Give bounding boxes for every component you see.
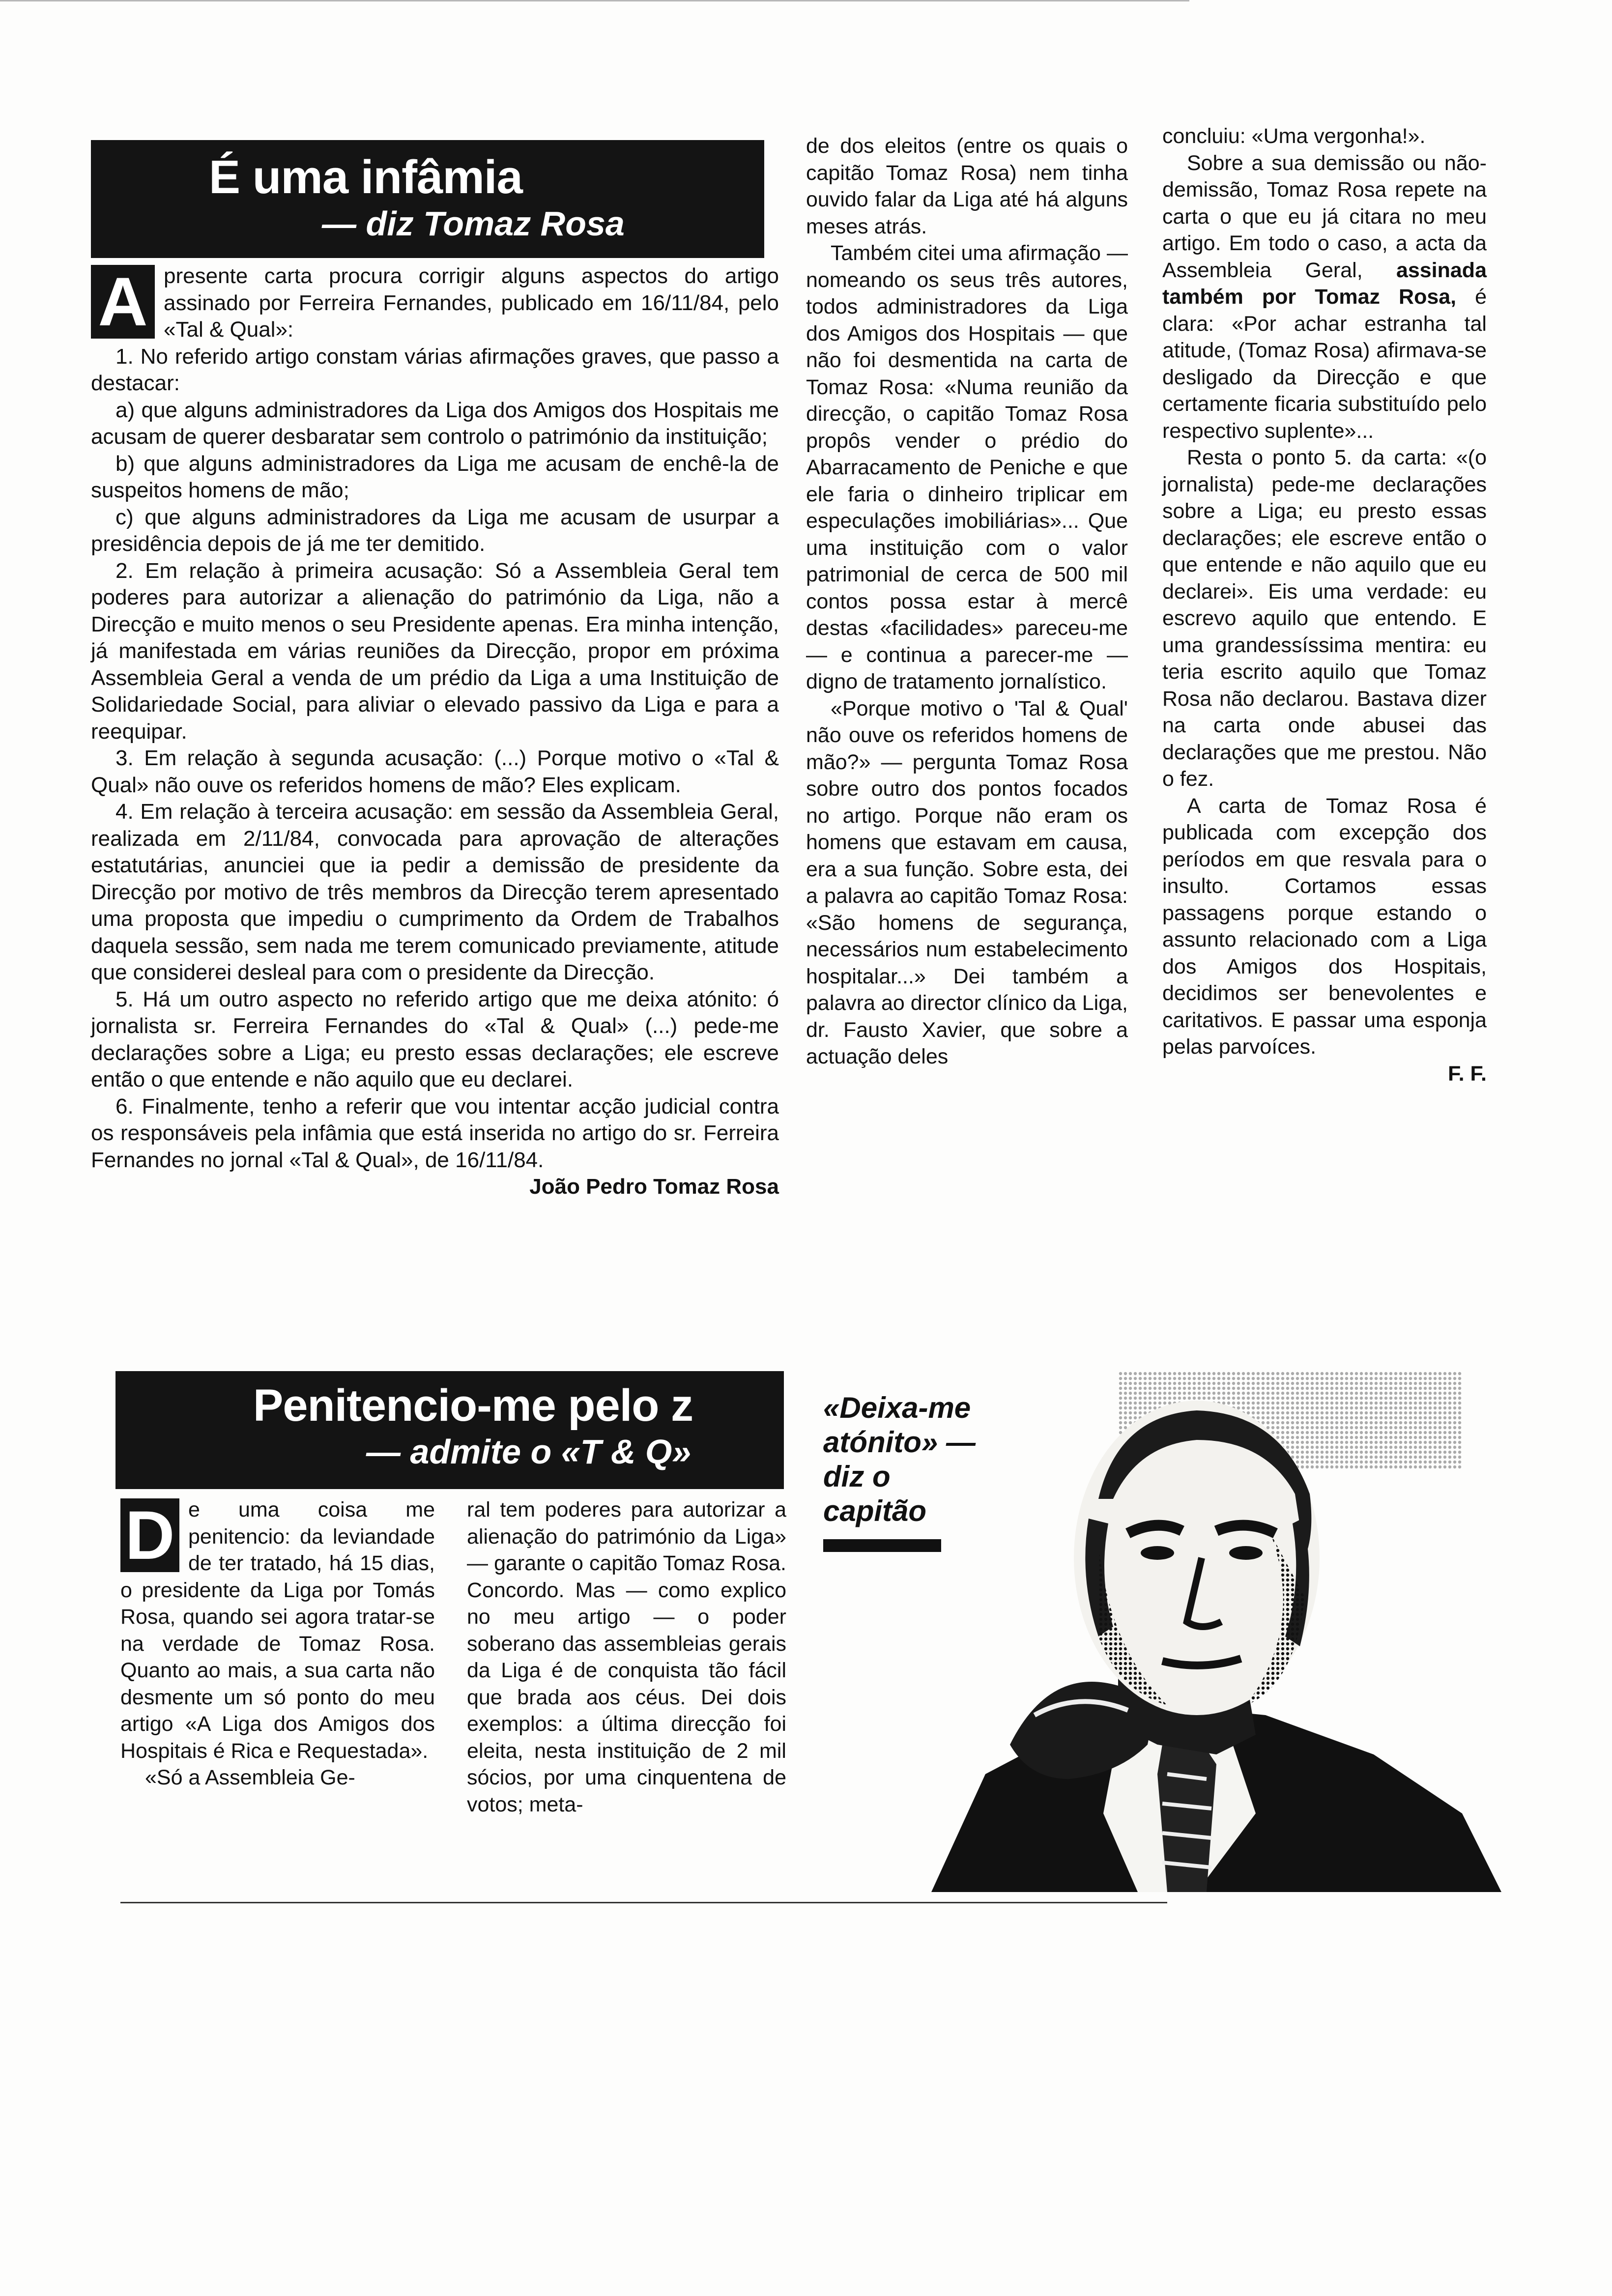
caption-bar (823, 1539, 941, 1552)
caption-text: «Deixa-me atónito» — diz o capitão (823, 1391, 976, 1527)
reply-paragraph: A carta de Tomaz Rosa é publicada com excepção dos períodos em que resvala para o insulto. Cortamos essas passagens porque estando o assunto relacionado com a Liga dos Amigos dos Hospitais, decidimos ser benevolentes e caritativos. E passar uma esponja pelas parvoíces. (1162, 794, 1487, 1059)
reply-column-2 (806, 133, 1128, 1070)
reply2-text: e uma coisa me penitencio: da leviandade de ter tratado, há 15 dias, o presidente da Liga por Tomás Rosa, quando sei agora tratar-se na verdade de Tomaz Rosa. Quanto ao mais, a sua carta não desmente um só ponto do meu artigo «A Liga dos Amigos dos Hospitais é Rica e Requestada». (120, 1498, 435, 1763)
reply2-paragraph: ral tem poderes para autorizar a alienação do património da Liga» — garante o capitão Tomaz Rosa. Concordo. Mas — como explico no meu artigo — o poder soberano das assembleias gerais da Liga é de conquista tão fácil que brada aos céus. Dei dois exemplos: a última direcção foi eleita, nesta instituição de 2 mil sócios, por uma cinquentena de votos; meta- (467, 1498, 786, 1816)
letter-paragraph: 2. Em relação à primeira acusação: Só a Assembleia Geral tem poderes para autorizar a alienação do património da Liga, não a Direcção e muito menos o seu Presidente apenas. Era minha intenção, já manifestada em várias reuniões da Direcção, propor em próxima Assembleia Geral a venda de um prédio da Liga a uma Instituição de Solidariedade Social, para aliviar o elevado passivo da Liga e para a reequipar. (91, 558, 779, 744)
top-rule (0, 0, 1189, 1)
reply-paragraph: Também citei uma afirmação — nomeando os seus três autores, todos administradores da Liga dos Amigos dos Hospitais — que não foi desmentida na carta de Tomaz Rosa: «Numa reunião da direcção, o capitão Tomaz Rosa propôs vender o prédio do Abarracamento de Peniche e que ele faria o dinheiro triplicar em especulações imobiliárias»... Que uma instituição com o valor patrimonial de cerca de 500 mil contos possa estar à mercê destas «facilidades» pareceu-me — e continua a parecer-me — digno de tratamento jornalístico. (806, 241, 1128, 693)
reply-paragraph: «Porque motivo o 'Tal & Qual' não ouve os referidos homens de mão?» — pergunta Tomaz Rosa sobre outro dos pontos focados no artigo. Porque não eram os homens que estavam em causa, era a sua função. Sobre esta, dei a palavra ao capitão Tomaz Rosa: «São homens de segurança, necessários num estabelecimento hospitalar...» Dei também a palavra ao director clínico da Liga, dr. Fausto Xavier, que sobre a actuação deles (806, 696, 1128, 1068)
headline-banner-1 (91, 140, 764, 258)
headline-banner-2 (115, 1371, 784, 1489)
reply-text: Sobre a sua demissão ou não-demissão, Tomaz Rosa repete na carta o que eu já citara no meu artigo. Em todo o caso, a acta da Assembleia Geral, (1162, 151, 1487, 282)
letter-paragraph: c) que alguns administradores da Liga me acusam de usurpar a presidência depois de já me ter demitido. (91, 505, 779, 556)
subhead-2: — admite o «T & Q» (366, 1433, 691, 1471)
reply-paragraph (1162, 150, 1487, 445)
letter-paragraph: 5. Há um outro aspecto no referido artigo que me deixa atónito: ó jornalista sr. Ferreira Fernandes do «Tal & Qual» (...) pede-me declarações sobre a Liga; eu presto essas declarações; ele escreve então o que entende e não aquilo que eu declarei. (91, 987, 779, 1091)
reply-bold-text: assinada também por Tomaz Rosa, (1162, 258, 1487, 309)
dropcap-a: A (91, 265, 155, 339)
reply2-paragraph: «Só a Assembleia Ge- (145, 1766, 355, 1789)
letter-paragraph: 6. Finalmente, tenho a referir que vou intentar acção judicial contra os responsáveis pela infâmia que está inserida no artigo do sr. Ferreira Fernandes no jornal «Tal & Qual», de 16/11/84. (91, 1094, 779, 1172)
letter-column (91, 263, 779, 1201)
intro-text: presente carta procura corrigir alguns aspectos do artigo assinado por Ferreira Fernandes, publicado em 16/11/84, pelo «Tal & Qual»: (164, 264, 779, 342)
letter-paragraph: a) que alguns administradores da Liga dos Amigos dos Hospitais me acusam de querer desbaratar sem controlo o património da instituição; (91, 398, 779, 449)
reply-paragraph: Resta o ponto 5. da carta: «(o jornalista) pede-me declarações sobre a Liga; eu presto essas declarações; ele escreve então o que entende e não aquilo que eu declarei». Eis uma verdade: eu escrevo aquilo que entendo. E uma grandessíssima mentira: eu teria escrito aquilo que Tomaz Rosa não declarou. Bastava dizer na carta onde abusei das declarações que me prestou. Não o fez. (1162, 446, 1487, 791)
reply2-column-2 (467, 1496, 786, 1818)
letter-paragraph: 4. Em relação à terceira acusação: em sessão da Assembleia Geral, realizada em 2/11/84, convocada para aprovação de alterações estatutárias, anunciei que ia pedir a demissão de presidente da Direcção por motivo de três membros da Direcção terem apresentado uma proposta que impediu o cumprimento da Ordem de Trabalhos daquela sessão, sem nada me terem comunicado previamente, atitude que considerei desleal para com o presidente da Direcção. (91, 800, 779, 984)
headline-1: É uma infâmia (209, 151, 522, 203)
reply2-intro (120, 1496, 435, 1764)
letter-intro (91, 263, 779, 344)
letter-paragraph: b) que alguns administradores da Liga me acusam de enchê-la de suspeitos homens de mão; (91, 451, 779, 502)
letter-paragraph: 1. No referido artigo constam várias afirmações graves, que passo a destacar: (91, 344, 779, 395)
letter-signature: João Pedro Tomaz Rosa (529, 1175, 779, 1199)
letter-paragraph: 3. Em relação à segunda acusação: (...) Porque motivo o «Tal & Qual» não ouve os referidos homens de mão? Eles explicam. (91, 746, 779, 797)
dropcap-d: D (120, 1498, 179, 1572)
reply-signature: F. F. (1448, 1062, 1487, 1086)
photo-portrait (823, 1371, 1511, 1892)
reply-text: é clara: «Por achar estranha tal atitude, (Tomaz Rosa) afirmava-se desligado da Direcção e que certamente ficaria substituído pelo respectivo suplente»... (1162, 285, 1487, 443)
subhead-1: — diz Tomaz Rosa (322, 204, 625, 243)
reply-paragraph: de dos eleitos (entre os quais o capitão Tomaz Rosa) nem tinha ouvido falar da Liga até há alguns meses atrás. (806, 134, 1128, 238)
reply-column-3 (1162, 123, 1487, 1087)
reply-paragraph: concluiu: «Uma vergonha!». (1162, 124, 1426, 148)
headline-2: Penitencio-me pelo z (253, 1380, 693, 1431)
reply2-column-1 (120, 1496, 435, 1791)
bottom-rule (120, 1902, 1167, 1903)
photo-caption (823, 1391, 985, 1552)
